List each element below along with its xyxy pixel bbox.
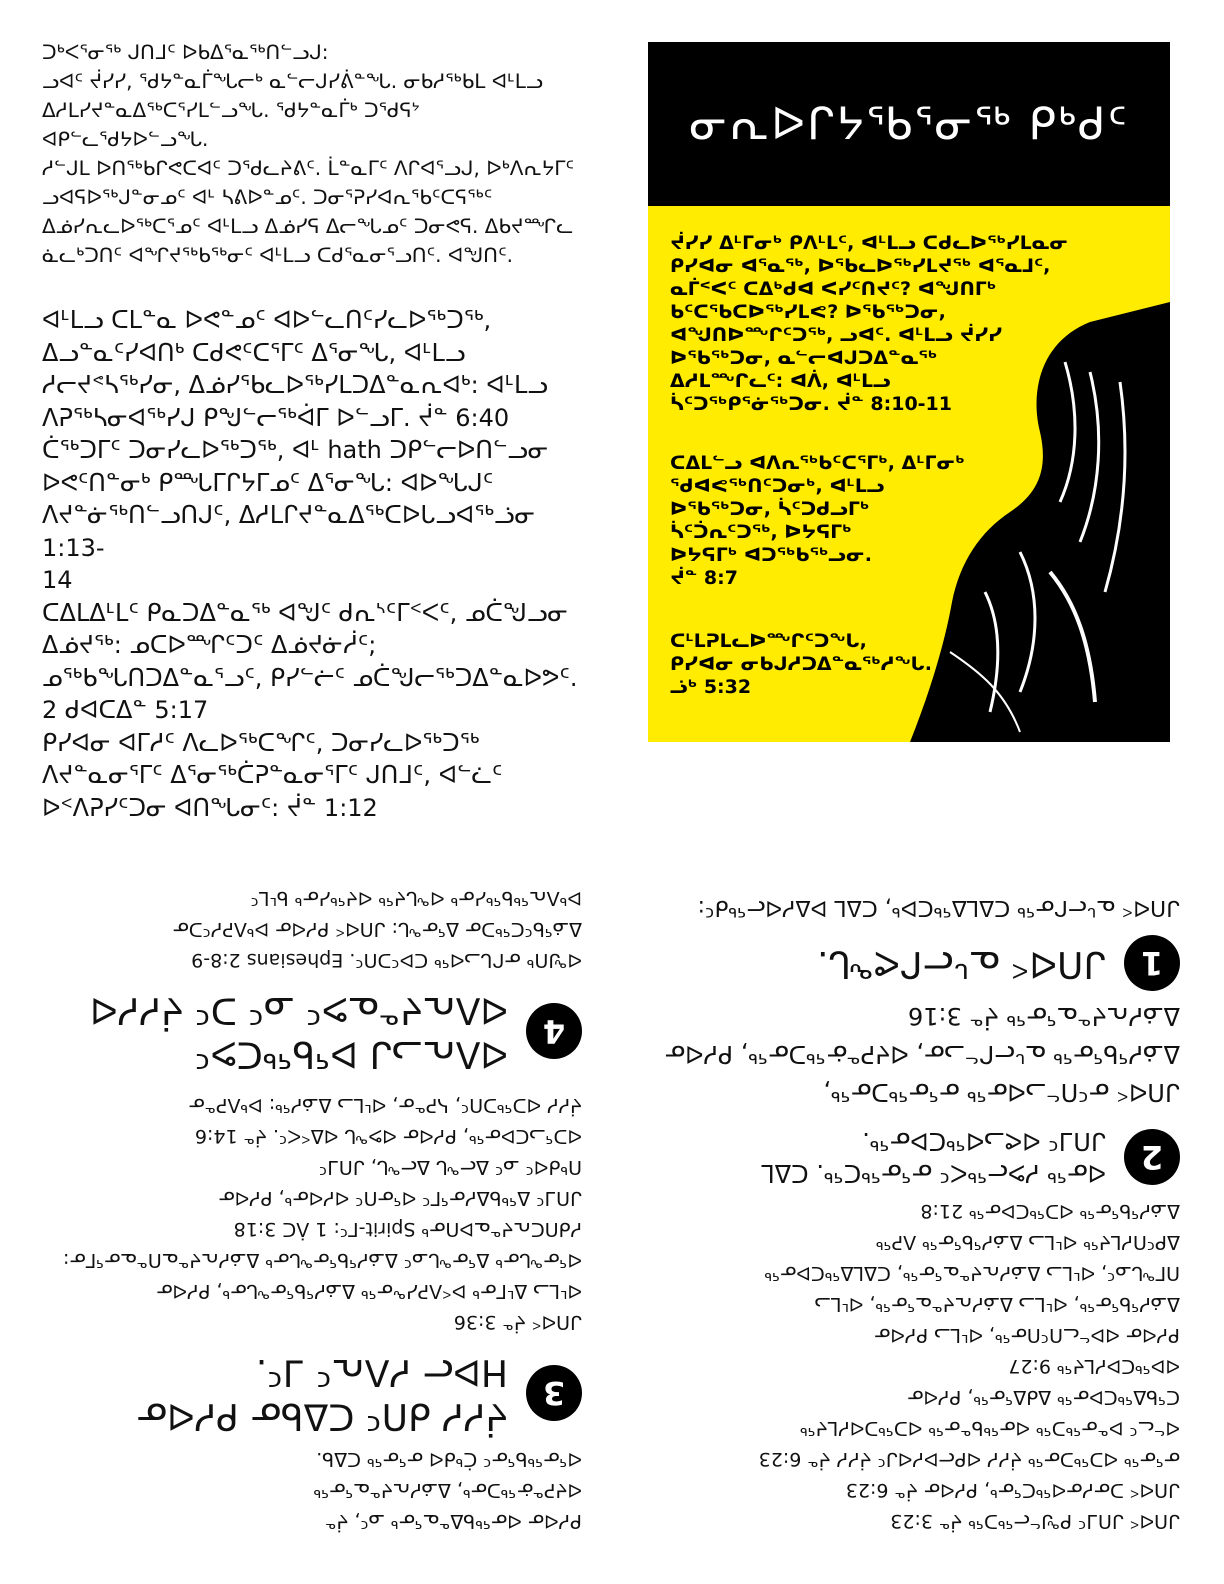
step-1-section <box>640 892 1180 1111</box>
step-1-title: ᒍᑎᐊᑉ ᓇᒡᓕᒋᕙᖓ. <box>817 943 1106 984</box>
title-band <box>648 42 1170 206</box>
step-4-heading <box>42 987 582 1075</box>
cover-verses <box>670 232 1090 699</box>
tract-cover <box>648 42 1170 742</box>
step-4-title: ᐊᐱᕆᓗᒍ ᐅᖃᖅᑕᕗᑦ ᐊᐱᕆᔪᓐᓇᕗᑦ ᓄᑦ ᑐᑦ ᔫᓯᓯᐊ <box>89 989 508 1074</box>
cover-verse-3: ᑕᒻᒪᕈᒪᓚᐅᙱᑦᑐᖓ, ᑭᓯᐊᓂ ᓂᑲᒍᓱᑐᐃᓐᓇᖅᓱᖓ. ᓘᒃ 5:32 <box>670 630 932 698</box>
step-number-3: 3 <box>526 1365 582 1421</box>
step-2-heading <box>640 1125 1180 1189</box>
step-number-4: 4 <box>526 1003 582 1059</box>
assurance-verses: ᐊᒻᒪᓗ ᑕᒪᓐᓇ ᐅᕙᓐᓄᑦ ᐊᐅᓪᓚᑎᑦᓯᓚᐅᖅᑐᖅ, ᐃᓗᓐᓇᑦᓯᐊᑎᒃ ᑕᑯᕙᑦᑕᕐᒥᑦ ᐃᕐᓂᖓ, ᐊᒻᒪᓗ ᓱᓕᔪᕝᓴᖅᓯᓂ, ᐃᓅᓯᖃᓚᐅᖅᓯᒪᑐᐃᓐᓇᕆᐊᒃ: ᐊᒻᒪᓗ ᐱᕈᖅᓴᓂᐊᖅᓯᒍ ᑭᖑᓪᓕᖅᐋᒥ ᐅᓪᓗᒥ. ᔫᓐ 6:40 ᑖᖅᑐᒥᑦ ᑐᓂᓯᓚᐅᖅᑐᖅ, ᐊᒻ hath ᑐᑭᓪᓕᐅᑎᓪᓗᓂ ᐅᕙᑦᑎᓐᓂᒃ ᑭᙵᒥᒋᔭᒥᓄᑦ ᐃᕐᓂᖓ: ᐊᐅᖓᒍᑦ ᐱᔪᓐᓃᖅᑎᓪᓗᑎᒍᑦ, ᐃᓱᒪᒋᔪᓐᓇᐃᖅᑕᐅᒐᓗᐊᖅᓘᓂ 1:13- 14 ᑕᐃᒪᐃᒻᒪᑦ ᑭᓇᑐᐃᓐᓇᖅ ᐊᖑᑦ ᑯᕆᔅᑦᒥᑉᐸᑦ, ᓄᑖᖑᓗᓂ ᐃᓅᔪᖅ: ᓄᑕᐅᙱᑦᑐᑦ ᐃᓅᔪᓃᓲᑦ; ᓄᖅᑲᖓᑎᑐᐃᓐᓇᕐᓗᑦ, ᑭᓯᓪᓖᑦ ᓄᑖᖑᓕᖅᑐᐃᓐᓇᐅᕗᑦ. 2 ᑯᐊᑕᐃᓐ 5:17 ᑭᓯᐊᓂ ᐊᒥᓱᑦ ᐱᓚᐅᖅᑕᖏᑦ, ᑐᓂᓯᓚᐅᖅᑐᖅ ᐱᔪᓐᓇᓂᕐᒥᑦ ᐃᕐᓂᖅᑖᕈᓐᓇᓂᕐᒥᑦ ᒍᑎᒧᑦ, ᐊᓪᓛᑦ ᐅᑉᐱᕈᓯᑦᑐᓂ ᐊᑎᖓᓂᑦ: ᔫᓐ 1:12 <box>42 306 578 822</box>
step-2-section <box>640 1125 1180 1536</box>
step-3-title: ᔫᓯᓯ ᑯᑎᑦ ᑕᐃᑲᓂ ᑭᓯᐊᓂ ᕼᐅᓕ ᓯᐱᕆᑦ ᒧᑦ. <box>136 1351 508 1436</box>
step-3-verses: ᒍᑎᐊᑉ ᔫᓐ 3:36 ᐊᒻᒪᓗ ᐃᒻᒥᓂᒃ ᐅᑉᐱᕈᓱᖕᓂᖅ ᐃᓅᓯᖃᕐᓂᖓᓂᒃ, ᑭᓯᐊᓂ ᐊᕐᓂᖓᓂᒃ ᐃᕐᓂᖓᓄᑦ ᐃᓅᓯᖃᕐᓂᖓᓂᒃ ᐃᓅᓯᕆᔪᓐᓇᑎᓐᓇᓂᕐᒥᓂ: ᓯᑯᑎᑕᕆᔪᓐᓇᐅᑎᓂᒃ Spirit-ᒥᑦ: 1 ᐲᑕ 3:18 ᒍᑎᒧᑦ ᐃᖅᑲᐃᓯᓂᕐᒥᑦ ᐊᕐᓂᑎᑦ ᐊᓯᐊᓂᒃ, ᑭᓯᐊᓂ ᑎᒃᑯᐊᑦ ᓄᑦ ᐃᓕᖓ ᐃᓕᖓ, ᒍᑎᒧᑦ ᐊᑐᕐᓗᑕᐅᓂᖅ, ᑭᓯᐊᓂ ᐊᕗᖓ ᐊᐃᑉᐸᑦ. ᔫᓐ 14:6 ᔫᓯᓯ ᐊᑐᖅᑐᑎᑦ, ᓴᕈᓐᓂ, ᐊᒻᒪᓗ ᐃᓅᓯᖅ: ᐅᒃᐱᕈᓐᓂ <box>63 1094 582 1333</box>
tract-panel-steps-3-4 <box>42 856 582 1536</box>
step-4-section <box>42 882 582 1075</box>
step-3-intro: ᑭᓯᐊᓂ ᐊᓂᖅᑲᐃᓐᓇᕐᓂᒃ ᓄᑦ, ᔫᓐ ᐊᔪᕈᓐᓃᖅᑐᓂᒃ, ᐃᓅᓯᕆᔪᓐᓇᕐᓂᖅ ᐊᕐᓂᖅᑲᕐᓂᑦ ᑖᒃᑯᐊ ᓂᕐᓂᖅ ᑕᐃᑲ. <box>313 1448 582 1532</box>
tract-panel-steps-1-2 <box>640 820 1180 1536</box>
step-1-verses: ᒍᑎᐊᑉ ᓂᑦᑎᓪᓗᐊᓂᖅ ᓂᕐᓂᖅᑐᓂᖅ, ᐃᓅᓯᖃᕐᓂᖅ ᓇᒡᓕᒋᓪᓗᓂ, ᐊᔪᕈᓐᓃᖅᑐᓂᖅ, ᑭᓯᐊᓂ ᐃᓅᓯᕆᔪᓐᓇᕐᓂᖅ ᔫᓐ 3:16 <box>664 1002 1180 1106</box>
step-3-heading <box>42 1349 582 1437</box>
step-number-2: 2 <box>1124 1129 1180 1185</box>
cover-title: ᓂᕆᐅᒋᔭᖃᕐᓂᖅ ᑭᒃᑯᑦ <box>689 98 1129 150</box>
step-number-1: 1 <box>1124 935 1180 991</box>
cover-verse-2: ᑕᐃᒪᓪᓗ ᐊᐱᕆᖅᑲᑦᑕᕐᒥᒃ, ᐃᒻᒥᓂᒃ ᖁᐊᕙᖅᑎᑦᑐᓂᒃ, ᐊᒻᒪᓗ ᐅᖃᖅᑐᓂ, ᓵᑦᑐᑯᓗᒥᒃ ᓵᑦᑑᕆᑦᑐᖅ, ᐅᔭᕋᒥᒃ ᐅᔭᕋᒥᒃ ᐊᑐᖅᑲᖅᓗᓂ. ᔫᓐ 8:7 <box>670 452 965 589</box>
cover-verse-1: ᔫᓯᓯ ᐃᒻᒥᓂᒃ ᑭᐱᒻᒪᑦ, ᐊᒻᒪᓗ ᑕᑯᓚᐅᖅᓯᒪᓇᓂ ᑭᓯᐊᓂ ᐊᕐᓇᖅ, ᐅᖃᓚᐅᖅᓯᒪᔪᖅ ᐊᕐᓇᒧᑦ, ᓇᒦᑉᐸᑦ ᑕᐃᒃᑯᐊ ᐸᓯᑦᑎᔪᑦ? ᐊᖑᑎᒥᒃ ᑲᑦᑕᖃᑕᐅᖅᓯᒪᕙ? ᐅᖃᖅᑐᓂ, ᐊᖑᑎᐅᙱᑦᑐᖅ, ᓗᐊᑦ. ᐊᒻᒪᓗ ᔫᓯᓯ ᐅᖃᖅᑐᓂ, ᓇᓪᓕᐊᒍᑐᐃᓐᓇᖅ ᐃᓱᒪᙱᓚᑦ: ᐊᐲ, ᐊᒻᒪᓗ ᓵᑦᑐᖅᑭᕐᓃᖅᑐᓂ. ᔫᓐ 8:10-11 <box>670 232 1069 415</box>
step-1-intro: ᒍᑎᐊᑉ ᓇᒡᓕᒋᓂᖅ ᑕᐃᒪᐃᖅᑕᐅᒃ, ᑕᐃᒪ ᐅᐃᓯᐊᓕᖅᑯᑦ: <box>697 895 1180 920</box>
step-3-section <box>42 1089 582 1536</box>
step-1-heading <box>640 935 1180 991</box>
prayer-paragraph: ᑐᒃᐸᕐᓂᖅ ᒍᑎᒧᑦ ᐅᑲᐃᕐᓇᖅᑎᓪᓗᒍ: ᓗᐊᑦ ᔫᓯᓯ, ᖁᔭᓐᓇᒦᖓᓕᒃ ᓇᓪᓕᒍᓯᕖᓐᖓ. ᓂᑲᓱᖅᑲᒪ ᐊᒻᒪᓗ ᐃᓱᒪᓯᔪᓐᓇᐃᖅᑕᕐᓯᒪᓪᓗᖓ. ᖁᔭᓐᓇᒦᒃ ᑐᖁᕋᔾ ᐊᑭᓪᓚᖁᔭᐅᓪᓗᖓ. ᓱᓪᒍᒪ ᐅᑎᖅᑲᒋᕙᑕᐊᑦ ᑐᖁᓚᔨᕕᑦ. ᒫᓐᓇᒥᑦ ᐱᒋᐊᕐᓗᒍ, ᐅᒃᐱᕆᔭᒥᑦ ᓗᐊᕋᐅᖅᒍᓐᓂᓄᑦ ᐊᒻ ᓴᕕᐅᓐᓄᑦ. ᑐᓂᕐᕈᓯᐊᕆᖃᑦᑕᕋᖅᑦ ᐃᓅᓯᕆᓚᐅᖅᑕᕐᓄᑦ ᐊᒻᒪᓗ ᐃᓅᓯᕋ ᐃᓕᖓᓄᑦ ᑐᓂᕙᕋ. ᐃᑲᔪᙱᓚ ᓈᓚᒃᑐᑎᑦ ᐊᖏᔪᖅᑲᖅᓂᑦ ᐊᒻᒪᓗ ᑕᑯᕐᓇᓂᕐᓗᑎᑦ. ᐊᖑᑎᑦ. <box>42 40 575 267</box>
step-2-verses: ᒍᑎᐊᑉ ᒍᑎᒧᑦ ᑭᖑᓪᓕᖅᑐᖅ ᔫᓐ 3:23 ᒍᑎᐊᑉ ᑐᓂᓯᓂᐊᖅᑕᕐᓂᒃ, ᑭᓯᐊᓂ ᔫᓐ 6:23 ᓂᕐᓂᖅ ᐊᑐᖅᑐᓂᖅ ᔫᓯᓯ ᐊᑭᓕᐅᓯᐊᒍᑦ ᔫᓯᓯ ᔫᓐ 6:23 ᐊᓪᓚᑦ ᐅᓐᓂᖅᑐᖅ ᐊᓂᖅᑲᓐᓂᖅ ᐊᑐᖅᑐᐊᓯᒪᔪᖅ ᑕᖃᐃᖅᑕᐅᓂᖅ ᐃᑯᐃᕐᓂᖅ, ᑭᓯᐊᓂ ᐊᐅᖅᑕᐅᓯᒪᔪᖅ 9:27 ᑭᓯᐊᓂ ᐊᐅᓪᓚᑎᑦᑎᓂᖅ, ᐊᒻᒪᓗ ᑭᓯᐊᓂ ᐃᓅᓯᖃᕐᓂᖅ, ᐊᒻᒪᓗ ᐃᓅᓯᕆᔪᓐᓇᕐᓂᖅ, ᐊᒻᒪᓗ ᑎᒥᖓᓄᑦ, ᐊᒻᒪᓗ ᐃᓅᓯᕆᔪᓐᓇᕐᓂᖅ, ᑕᐃᒪᐃᖅᑕᐅᓂᖅ ᐃᑭᑦᑎᓯᒪᔪᖅ ᐊᒻᒪᓗ ᐃᓅᓯᖃᕐᓂᖅ ᐱᕈᖅ ᐃᓅᓯᖃᕐᓂᖅ ᐊᑐᖅᑕᐅᓂᖅ 21:8 <box>758 1200 1180 1532</box>
step-2-title: ᐊᓂᖅ ᓯᕗᓕᖅᐸᑦ ᓂᕐᓂᖅᑕᖅ. ᑕᐃᒪ ᒍᑎᒧᑦ ᐊᕙᓗᐊᖅᑕᐅᓂᖅ. <box>761 1127 1106 1187</box>
tract-panel-prayer <box>42 38 582 822</box>
step-4-verses: ᐊᖑᑎᒃ ᓂᒋᒐᓗᐊᖅ ᑕᐅᑦᑐᑎᑦ. Ephesians 2:8-9 ᐃᓅᖃᑦᑕᖅᑐᓂ ᐃᕐᓂᖓ: ᒍᑎᐊᑉ ᑭᓯᐊᓂ ᐅᒃᐱᕈᓯᑦᑐᓂ ᐅᒃᐱᕆᖅᑲᖅᓱᓂᒃ ᐊᖓᔪᖅ ᐊᔪᖅᓱᓂᒃ ᑲᒻᒪᑦ <box>172 887 582 971</box>
